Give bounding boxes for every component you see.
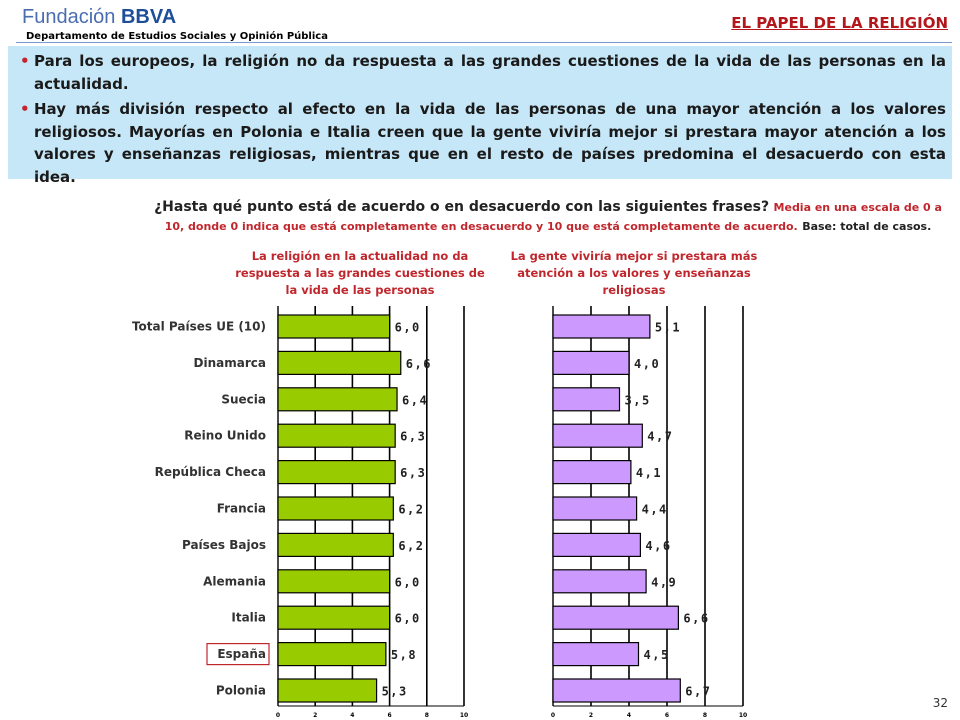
category-label: Países Bajos bbox=[181, 537, 266, 552]
data-label: 4,5 bbox=[643, 648, 670, 663]
data-label: 6,3 bbox=[400, 466, 427, 481]
bar bbox=[553, 315, 650, 338]
bar bbox=[553, 351, 629, 374]
category-label: Polonia bbox=[215, 683, 266, 698]
chart-2-title: La gente viviría mejor si prestara más atención a los valores y enseñanzas religiosas bbox=[510, 249, 758, 297]
data-label: 4,6 bbox=[645, 538, 672, 553]
data-label: 6,6 bbox=[683, 611, 710, 626]
data-label: 6,2 bbox=[398, 538, 425, 553]
data-label: 6,7 bbox=[685, 684, 712, 699]
logo-text-bold: BBVA bbox=[120, 6, 177, 28]
logo-text: Fundación bbox=[22, 6, 116, 28]
bar bbox=[278, 570, 390, 593]
data-label: 6,0 bbox=[394, 611, 421, 626]
x-tick-label: 0 bbox=[275, 712, 281, 719]
data-label: 6,0 bbox=[394, 320, 421, 335]
bullet-icon: • bbox=[20, 100, 30, 118]
data-label: 4,0 bbox=[634, 356, 661, 371]
bar bbox=[553, 679, 680, 702]
x-tick-label: 10 bbox=[459, 712, 469, 719]
x-tick-label: 0 bbox=[550, 712, 556, 719]
x-tick-label: 2 bbox=[313, 712, 318, 719]
x-tick-label: 2 bbox=[588, 712, 594, 719]
bar bbox=[278, 643, 386, 666]
data-label: 6,3 bbox=[400, 429, 427, 444]
bar bbox=[278, 315, 390, 338]
data-label: 4,9 bbox=[651, 575, 678, 590]
category-label: Dinamarca bbox=[193, 355, 266, 370]
bar bbox=[553, 643, 639, 666]
data-label: 5,1 bbox=[654, 320, 682, 335]
bar bbox=[553, 497, 637, 520]
x-tick-label: 4 bbox=[350, 712, 355, 719]
bar bbox=[278, 424, 395, 447]
data-label: 4,4 bbox=[641, 502, 668, 517]
x-tick-label: 6 bbox=[387, 712, 392, 719]
x-tick-label: 8 bbox=[424, 712, 429, 719]
department-name: Departamento de Estudios Sociales y Opinión Pública bbox=[26, 31, 328, 42]
data-label: 6,0 bbox=[394, 575, 421, 590]
data-label: 6,6 bbox=[405, 356, 432, 371]
bar bbox=[553, 570, 646, 593]
bar bbox=[278, 606, 390, 629]
base-note: Base: total de casos. bbox=[802, 220, 932, 233]
bar bbox=[553, 606, 678, 629]
bar bbox=[553, 533, 640, 556]
summary-bullet-text: Para los europeos, la religión no da respuesta a las grandes cuestiones de la vida de las personas en la actualidad. bbox=[34, 52, 946, 93]
x-tick-label: 4 bbox=[626, 712, 632, 719]
category-label: República Checa bbox=[154, 465, 266, 480]
category-label: Alemania bbox=[203, 574, 266, 589]
x-tick-label: 10 bbox=[738, 712, 748, 719]
bar bbox=[553, 461, 631, 484]
category-label: Suecia bbox=[221, 392, 266, 407]
bar bbox=[278, 497, 393, 520]
data-label: 5,8 bbox=[390, 648, 418, 663]
bar bbox=[278, 351, 401, 374]
bullet-icon: • bbox=[20, 52, 30, 70]
summary-bullet-text: Hay más división respecto al efecto en la vida de las personas de una mayor atención a los valores religiosos. Mayorías en Polonia e Italia creen que la gente viviría mejor si prestara mayor atención a los valores y enseñanzas religiosas, mientras que en el resto de países predomina el desacuerdo con esta idea. bbox=[34, 100, 946, 186]
data-label: 4,7 bbox=[647, 429, 674, 444]
category-label: Reino Unido bbox=[184, 428, 266, 443]
category-label: España bbox=[217, 647, 266, 662]
x-tick-label: 8 bbox=[702, 712, 708, 719]
data-label: 5,3 bbox=[381, 684, 408, 699]
data-label: 3,5 bbox=[624, 393, 651, 408]
bar bbox=[278, 388, 397, 411]
slide-title: EL PAPEL DE LA RELIGIÓN bbox=[731, 14, 948, 32]
scale-note: Media en una escala de 0 a 10, donde 0 indica que está completamente en desacuerdo y 10 que está completamente de acuerdo. bbox=[164, 201, 942, 233]
bar bbox=[278, 679, 377, 702]
data-label: 4,1 bbox=[635, 466, 663, 481]
page-number: 32 bbox=[932, 696, 948, 710]
question-text: ¿Hasta qué punto está de acuerdo o en desacuerdo con las siguientes frases? bbox=[154, 199, 770, 215]
bar bbox=[553, 388, 620, 411]
category-label: Italia bbox=[231, 610, 266, 625]
bar bbox=[278, 533, 393, 556]
category-label: Total Países UE (10) bbox=[131, 319, 266, 334]
category-label: Francia bbox=[216, 501, 266, 516]
x-tick-label: 6 bbox=[664, 712, 670, 719]
chart-1-title: La religión en la actualidad no da respuesta a las grandes cuestiones de la vida de las personas bbox=[235, 249, 485, 297]
data-label: 6,4 bbox=[402, 393, 429, 408]
bar bbox=[278, 461, 395, 484]
bar bbox=[553, 424, 642, 447]
data-label: 6,2 bbox=[398, 502, 425, 517]
